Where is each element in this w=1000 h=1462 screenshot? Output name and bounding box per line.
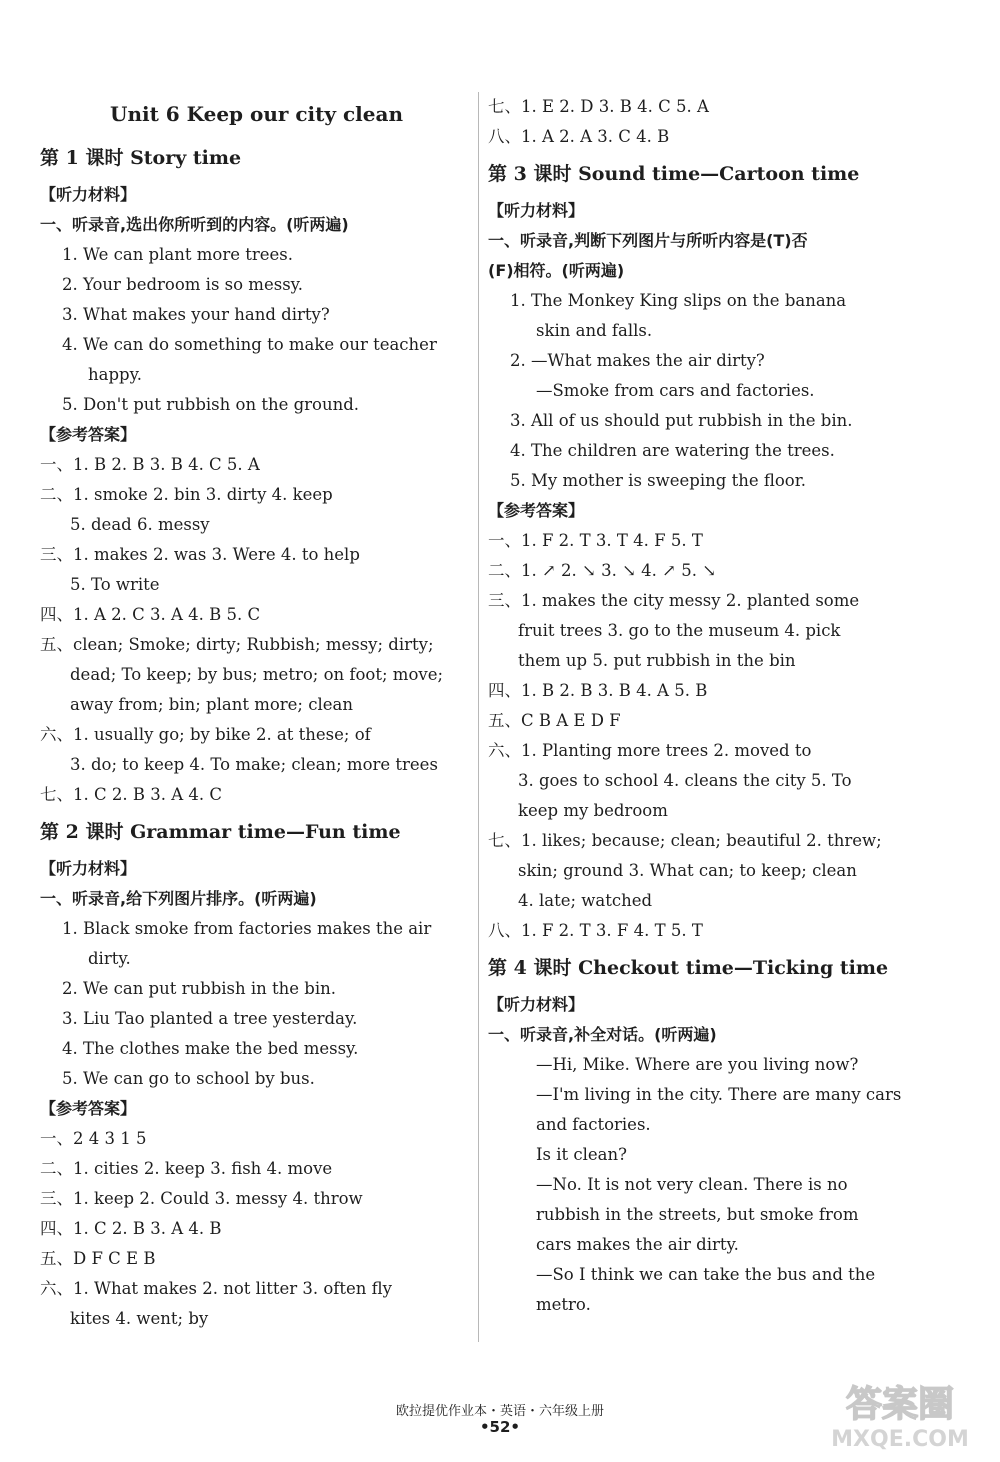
text-line: —So I think we can take the bus and the (536, 1265, 876, 1284)
answer-line: 三、1. makes the city messy 2. planted some (488, 591, 860, 610)
answer-line: 一、1. F 2. T 3. T 4. F 5. T (488, 531, 703, 550)
answer-continuation: 3. goes to school 4. cleans the city 5. To (518, 771, 852, 790)
answer-line: 四、1. A 2. C 3. A 4. B 5. C (40, 605, 261, 624)
section-label: 【参考答案】 (488, 501, 585, 520)
text-line: —No. It is not very clean. There is no (536, 1175, 848, 1194)
answer-continuation: 5. dead 6. messy (70, 515, 210, 534)
answer-line: 六、1. usually go; by bike 2. at these; of (40, 725, 371, 744)
listening-item: 3. Liu Tao planted a tree yesterday. (62, 1009, 358, 1028)
watermark-logo (810, 1374, 990, 1454)
listening-item: 5. We can go to school by bus. (62, 1069, 315, 1088)
left-column (40, 92, 470, 1334)
text-line: —I'm living in the city. There are many cars (536, 1085, 902, 1104)
answer-line: 八、1. A 2. A 3. C 4. B (488, 127, 670, 146)
answer-line: 三、1. makes 2. was 3. Were 4. to help (40, 545, 360, 564)
section-label: 【参考答案】 (40, 1099, 137, 1118)
book-title: 欧拉提优作业本・英语・六年级上册 (395, 1404, 604, 1419)
listening-item: 3. What makes your hand dirty? (62, 305, 330, 324)
section-label: 【参考答案】 (40, 425, 137, 444)
answer-line: 七、1. likes; because; clean; beautiful 2. threw; (488, 831, 882, 850)
text-line: —Smoke from cars and factories. (536, 381, 815, 400)
listening-item: 1. The Monkey King slips on the banana (510, 291, 847, 310)
listening-item: 4. The clothes make the bed messy. (62, 1039, 359, 1058)
column-divider (478, 92, 479, 1342)
text-line: skin and falls. (536, 321, 653, 340)
answer-line: 七、1. E 2. D 3. B 4. C 5. A (488, 97, 709, 116)
question-instruction: (F)相符。(听两遍) (488, 261, 625, 280)
watermark-bottom-text: MXQE.COM (831, 1427, 969, 1452)
section-label: 【听力材料】 (488, 201, 585, 220)
answer-line: 五、D F C E B (40, 1249, 156, 1268)
listening-item: 5. Don't put rubbish on the ground. (62, 395, 360, 414)
answer-continuation: 3. do; to keep 4. To make; clean; more trees (70, 755, 438, 774)
text-line: dirty. (88, 949, 131, 968)
listening-item: 4. We can do something to make our teacher (62, 335, 437, 354)
listening-item: 1. We can plant more trees. (62, 245, 293, 264)
answer-line: 七、1. C 2. B 3. A 4. C (40, 785, 222, 804)
page-number: •52• (479, 1418, 521, 1436)
lesson-heading: 第 4 课时 Checkout time—Ticking time (488, 957, 889, 979)
right-column (488, 92, 918, 1320)
answer-line: 二、1. ↗ 2. ↘ 3. ↘ 4. ↗ 5. ↘ (488, 561, 717, 580)
listening-item: 4. The children are watering the trees. (510, 441, 835, 460)
answer-line: 四、1. B 2. B 3. B 4. A 5. B (488, 681, 708, 700)
answer-line: 四、1. C 2. B 3. A 4. B (40, 1219, 222, 1238)
answer-line: 六、1. What makes 2. not litter 3. often fly (40, 1279, 393, 1298)
unit-title: Unit 6 Keep our city clean (110, 102, 403, 126)
watermark-top-text: 答案圈 (845, 1384, 955, 1425)
question-instruction: 一、听录音,判断下列图片与所听内容是(T)否 (488, 231, 808, 250)
answer-continuation: 4. late; watched (518, 891, 653, 910)
answer-continuation: dead; To keep; by bus; metro; on foot; move; (70, 665, 444, 684)
lesson-heading: 第 1 课时 Story time (40, 147, 242, 169)
lesson-heading: 第 3 课时 Sound time—Cartoon time (488, 163, 860, 185)
listening-item: 2. We can put rubbish in the bin. (62, 979, 337, 998)
text-line: rubbish in the streets, but smoke from (536, 1205, 859, 1224)
answer-continuation: kites 4. went; by (70, 1309, 209, 1328)
answer-continuation: fruit trees 3. go to the museum 4. pick (518, 621, 841, 640)
answer-continuation: keep my bedroom (518, 801, 668, 820)
text-line: Is it clean? (536, 1145, 627, 1164)
answer-continuation: 5. To write (70, 575, 160, 594)
question-instruction: 一、听录音,补全对话。(听两遍) (488, 1025, 717, 1044)
answer-line: 三、1. keep 2. Could 3. messy 4. throw (40, 1189, 363, 1208)
lesson-heading: 第 2 课时 Grammar time—Fun time (40, 821, 401, 843)
text-line: metro. (536, 1295, 591, 1314)
section-label: 【听力材料】 (40, 859, 137, 878)
answer-line: 五、clean; Smoke; dirty; Rubbish; messy; dirty; (40, 635, 434, 654)
question-instruction: 一、听录音,选出你所听到的内容。(听两遍) (40, 215, 349, 234)
answer-line: 一、2 4 3 1 5 (40, 1129, 147, 1148)
text-line: —Hi, Mike. Where are you living now? (536, 1055, 859, 1074)
answer-line: 六、1. Planting more trees 2. moved to (488, 741, 812, 760)
text-line: happy. (88, 365, 142, 384)
question-instruction: 一、听录音,给下列图片排序。(听两遍) (40, 889, 317, 908)
answer-continuation: away from; bin; plant more; clean (70, 695, 353, 714)
answer-line: 八、1. F 2. T 3. F 4. T 5. T (488, 921, 703, 940)
text-line: cars makes the air dirty. (536, 1235, 739, 1254)
listening-item: 1. Black smoke from factories makes the air (62, 919, 432, 938)
answer-line: 五、C B A E D F (488, 711, 621, 730)
listening-item: 2. Your bedroom is so messy. (62, 275, 304, 294)
answer-line: 二、1. cities 2. keep 3. fish 4. move (40, 1159, 333, 1178)
answer-continuation: skin; ground 3. What can; to keep; clean (518, 861, 857, 880)
section-label: 【听力材料】 (40, 185, 137, 204)
answer-line: 一、1. B 2. B 3. B 4. C 5. A (40, 455, 260, 474)
text-line: and factories. (536, 1115, 651, 1134)
listening-item: 3. All of us should put rubbish in the bin. (510, 411, 853, 430)
answer-continuation: them up 5. put rubbish in the bin (518, 651, 796, 670)
answer-line: 二、1. smoke 2. bin 3. dirty 4. keep (40, 485, 333, 504)
listening-item: 2. —What makes the air dirty? (510, 351, 765, 370)
listening-item: 5. My mother is sweeping the floor. (510, 471, 807, 490)
section-label: 【听力材料】 (488, 995, 585, 1014)
